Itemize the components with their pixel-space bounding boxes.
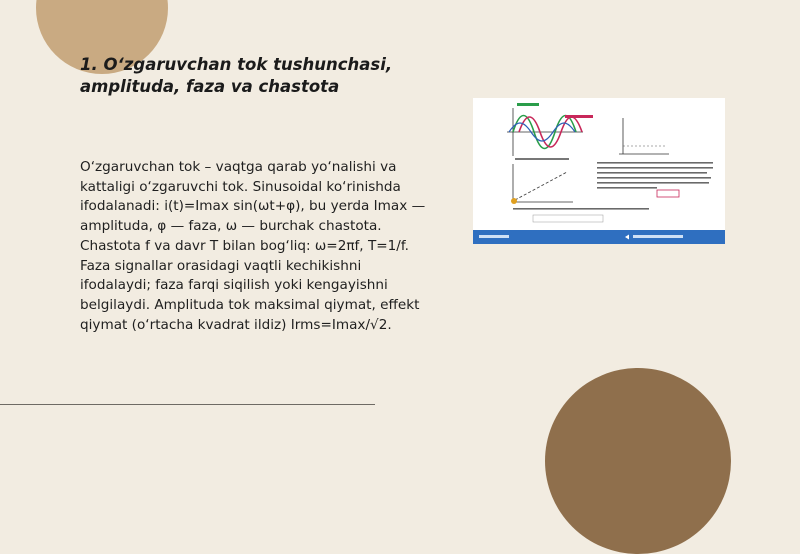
slide-title: 1. O‘zgaruvchan tok tushunchasi, amplituda, faza va chastota <box>80 55 393 96</box>
nav-left-text <box>479 235 509 238</box>
red-label-mark <box>565 115 593 118</box>
divider-line <box>0 404 375 405</box>
decorative-circle-bottom <box>545 368 731 554</box>
green-label-mark <box>517 103 539 106</box>
bottom-nav-bar <box>473 230 725 244</box>
caption-line <box>513 208 649 210</box>
nav-right-text <box>633 235 683 238</box>
slide-body-text: O‘zgaruvchan tok – vaqtga qarab yo‘nalishi va kattaligi o‘zgaruvchi tok. Sinusoidal ko‘rinishda ifodalanadi: i(t)=Imax sin(ωt+φ), bu yerda Imax — amplituda, φ — faza, ω — burchak chastota. Chastota f va davr T bilan bog‘liq: ω=2πf, T=1/f. Faza signallar orasidagi vaqtli kechikishni ifodalaydi; faza farqi siqilish yoki kengayishni belgilaydi. Amplituda tok maksimal qiymat, effekt qiymat (o‘rtacha kvadrat ildiz) Irms=Imax/√2. <box>80 159 426 333</box>
origin-dot <box>511 198 517 204</box>
textbook-illustration <box>473 98 725 244</box>
graph-tick-labels <box>515 158 569 160</box>
